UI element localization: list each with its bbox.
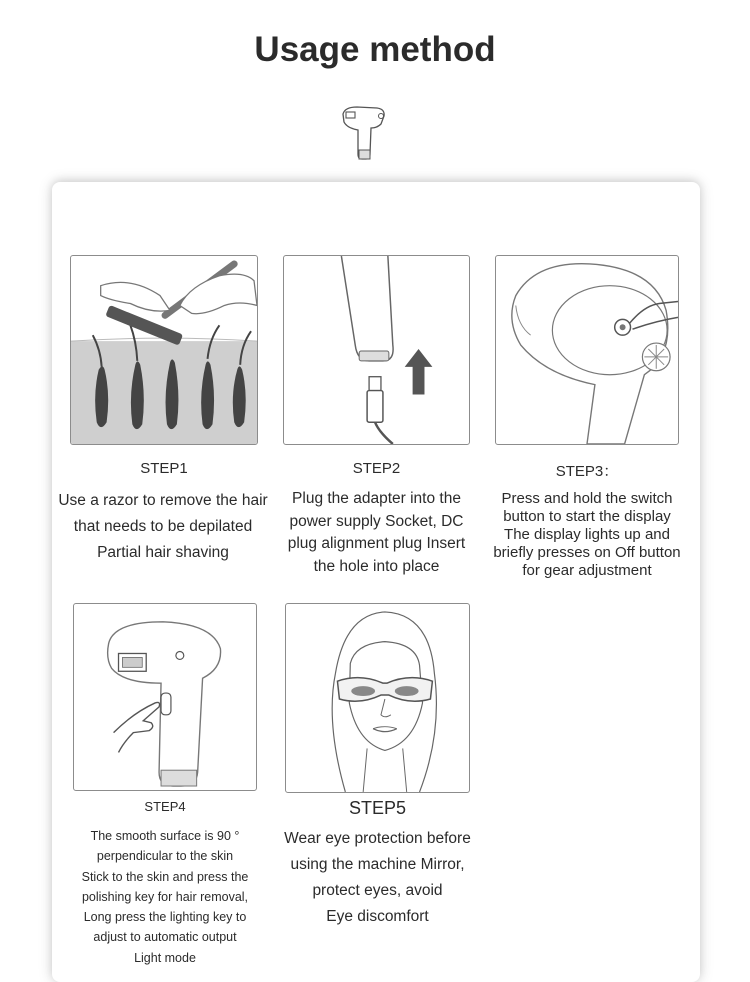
- eye-protection-illustration: [285, 603, 470, 793]
- step3-label: STEP3：: [555, 463, 619, 480]
- step4-description: The smooth surface is 90 ° perpendicular to the skin Stick to the skin and press the polishing key for hair removal, Long press the lighting key to adjust to automatic output Light mode: [81, 829, 249, 965]
- hair-removal-device-icon: [337, 104, 391, 162]
- device-on-skin-illustration: [73, 603, 257, 791]
- step5-description: Wear eye protection before using the machine Mirror, protect eyes, avoid Eye discomfort: [284, 830, 471, 925]
- step1-label: STEP1: [140, 460, 188, 477]
- step2-label: STEP2: [352, 460, 401, 477]
- press-switch-illustration: [495, 255, 679, 445]
- step1-description: Use a razor to remove the hair that needs to be depilated Partial hair shaving: [58, 492, 268, 561]
- plug-adapter-illustration: [283, 255, 470, 445]
- step2-description: Plug the adapter into the power supply Socket, DC plug alignment plug Insert the hole into place: [287, 490, 466, 575]
- page-title: Usage method: [254, 30, 496, 69]
- step3-description: Press and hold the switch button to start the display The display lights up and briefly presses on Off button for gear adjustment: [493, 490, 681, 579]
- razor-shaving-illustration: [70, 255, 258, 445]
- step5-label: STEP5: [348, 798, 407, 818]
- step4-label: STEP4: [144, 799, 186, 814]
